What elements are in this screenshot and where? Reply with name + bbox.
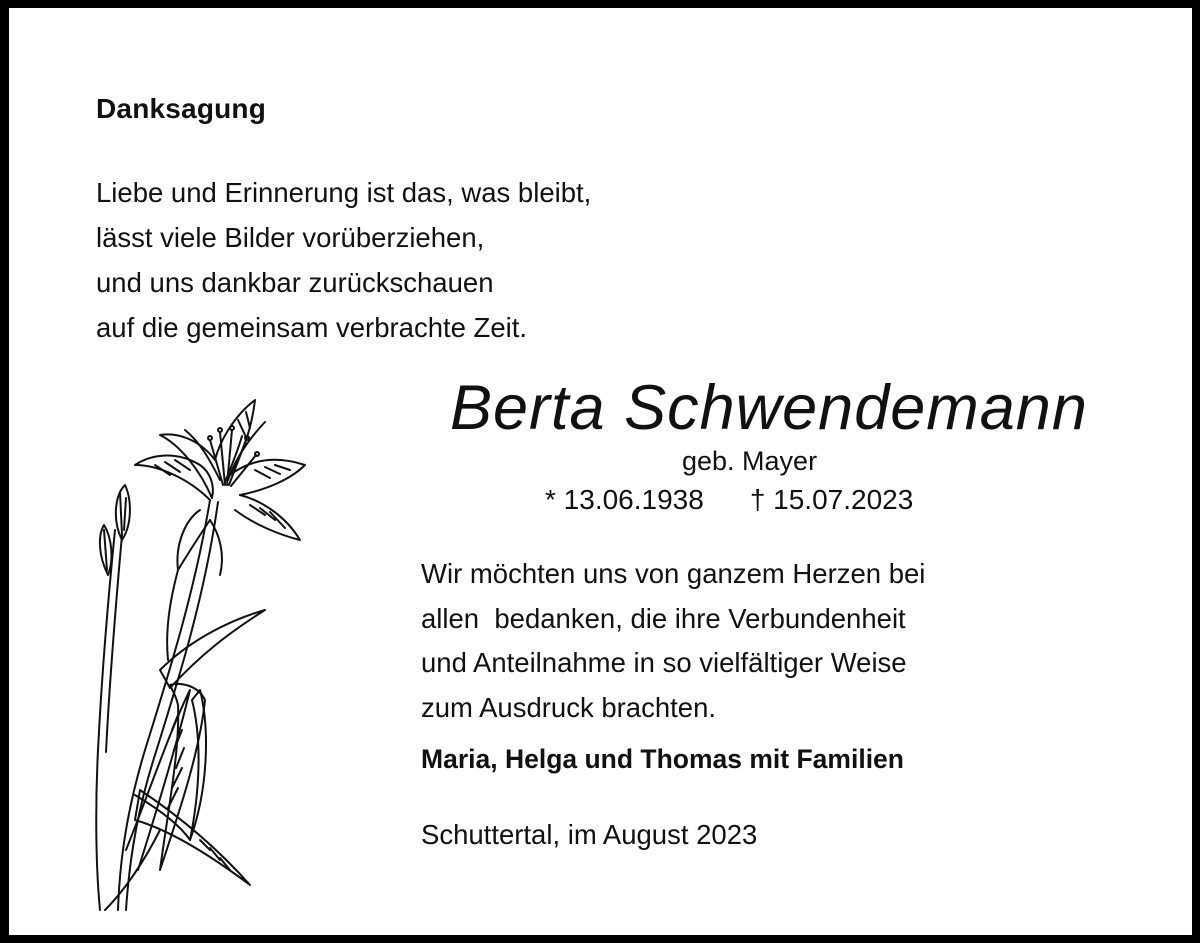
poem-line: Liebe und Erinnerung ist das, was bleibt, xyxy=(96,177,592,208)
thank-you-message xyxy=(421,552,925,730)
poem-line: und uns dankbar zurückschauen xyxy=(96,267,494,298)
maiden-name: geb. Mayer xyxy=(682,446,818,476)
death-date: † 15.07.2023 xyxy=(749,484,914,515)
poem-line: auf die gemeinsam verbrachte Zeit. xyxy=(96,312,528,343)
deceased-name: Berta Schwendemann xyxy=(450,373,1088,443)
message-line: Wir möchten uns von ganzem Herzen bei xyxy=(421,558,926,589)
message-line: zum Ausdruck brachten. xyxy=(421,691,717,723)
birth-date: * 13.06.1938 xyxy=(545,484,704,515)
signers: Maria, Helga und Thomas mit Familien xyxy=(421,744,904,774)
message-line: und Anteilnahme in so vielfältiger Weise xyxy=(421,647,907,678)
life-dates xyxy=(545,484,913,516)
heading: Danksagung xyxy=(96,93,267,124)
message-line: allen bedanken, die ihre Verbundenheit xyxy=(421,602,906,634)
place-date: Schuttertal, im August 2023 xyxy=(421,819,758,850)
poem xyxy=(96,170,591,350)
poem-line: lässt viele Bilder vorüberziehen, xyxy=(96,222,485,253)
lily-drawing-icon xyxy=(60,370,330,930)
